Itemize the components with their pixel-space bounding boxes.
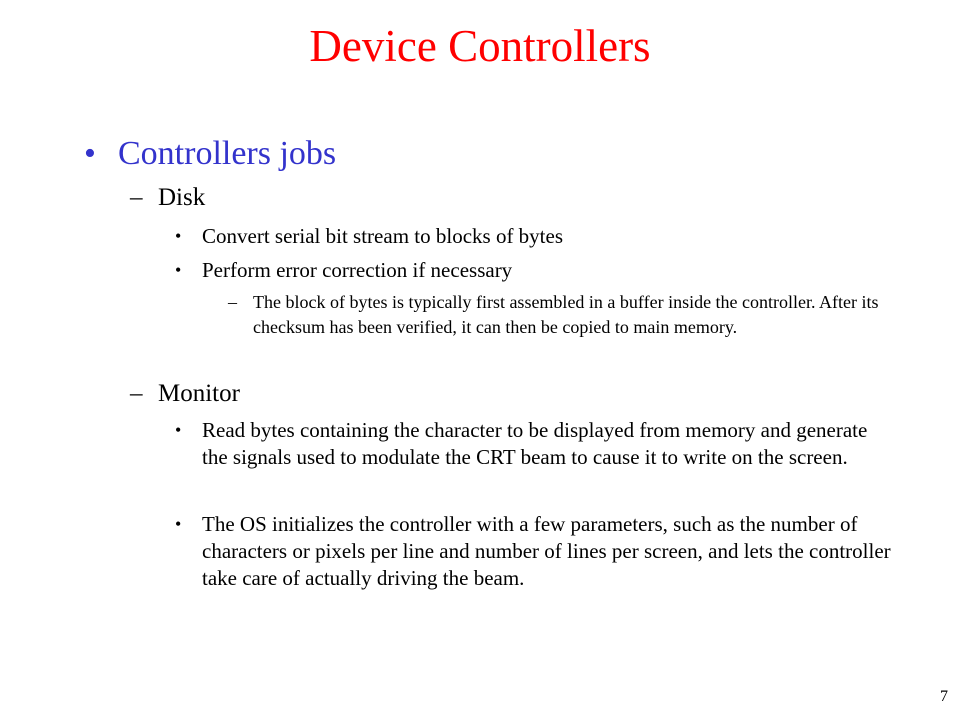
bullet-marker: • [175,226,182,246]
disk-item-text: Perform error correction if necessary [202,258,513,282]
monitor-item-text: The OS initializes the controller with a few parameters, such as the number of characters or pixels per line and number of lines per screen, and lets the controller take care of actually driving the beam. [202,512,891,590]
disk-item-text: Convert serial bit stream to blocks of bytes [202,224,564,248]
bullet-heading: Controllers jobs [118,135,337,172]
disk-item-1 [175,223,895,250]
section-label-monitor: Monitor [158,380,240,407]
disk-sub-note-text: The block of bytes is typically first assembled in a buffer inside the controller. After its checksum has been verified, it can then be copied to main memory. [253,292,879,337]
monitor-item-1 [175,417,895,471]
disk-item-2 [175,257,895,284]
slide-title: Device Controllers [309,21,651,71]
monitor-item-text: Read bytes containing the character to be displayed from memory and generate the signals used to modulate the CRT beam to cause it to write on the screen. [202,418,868,469]
dash-marker: – [130,380,143,407]
disk-sub-note [228,290,888,340]
dash-marker: – [130,184,143,211]
bullet-marker: • [175,514,182,534]
section-label-disk: Disk [158,184,206,211]
bullet-marker: • [84,135,96,172]
dash-marker: – [228,292,237,312]
bullet-marker: • [175,420,182,440]
bullet-marker: • [175,260,182,280]
page-number: 7 [940,688,948,705]
monitor-item-2 [175,511,895,592]
